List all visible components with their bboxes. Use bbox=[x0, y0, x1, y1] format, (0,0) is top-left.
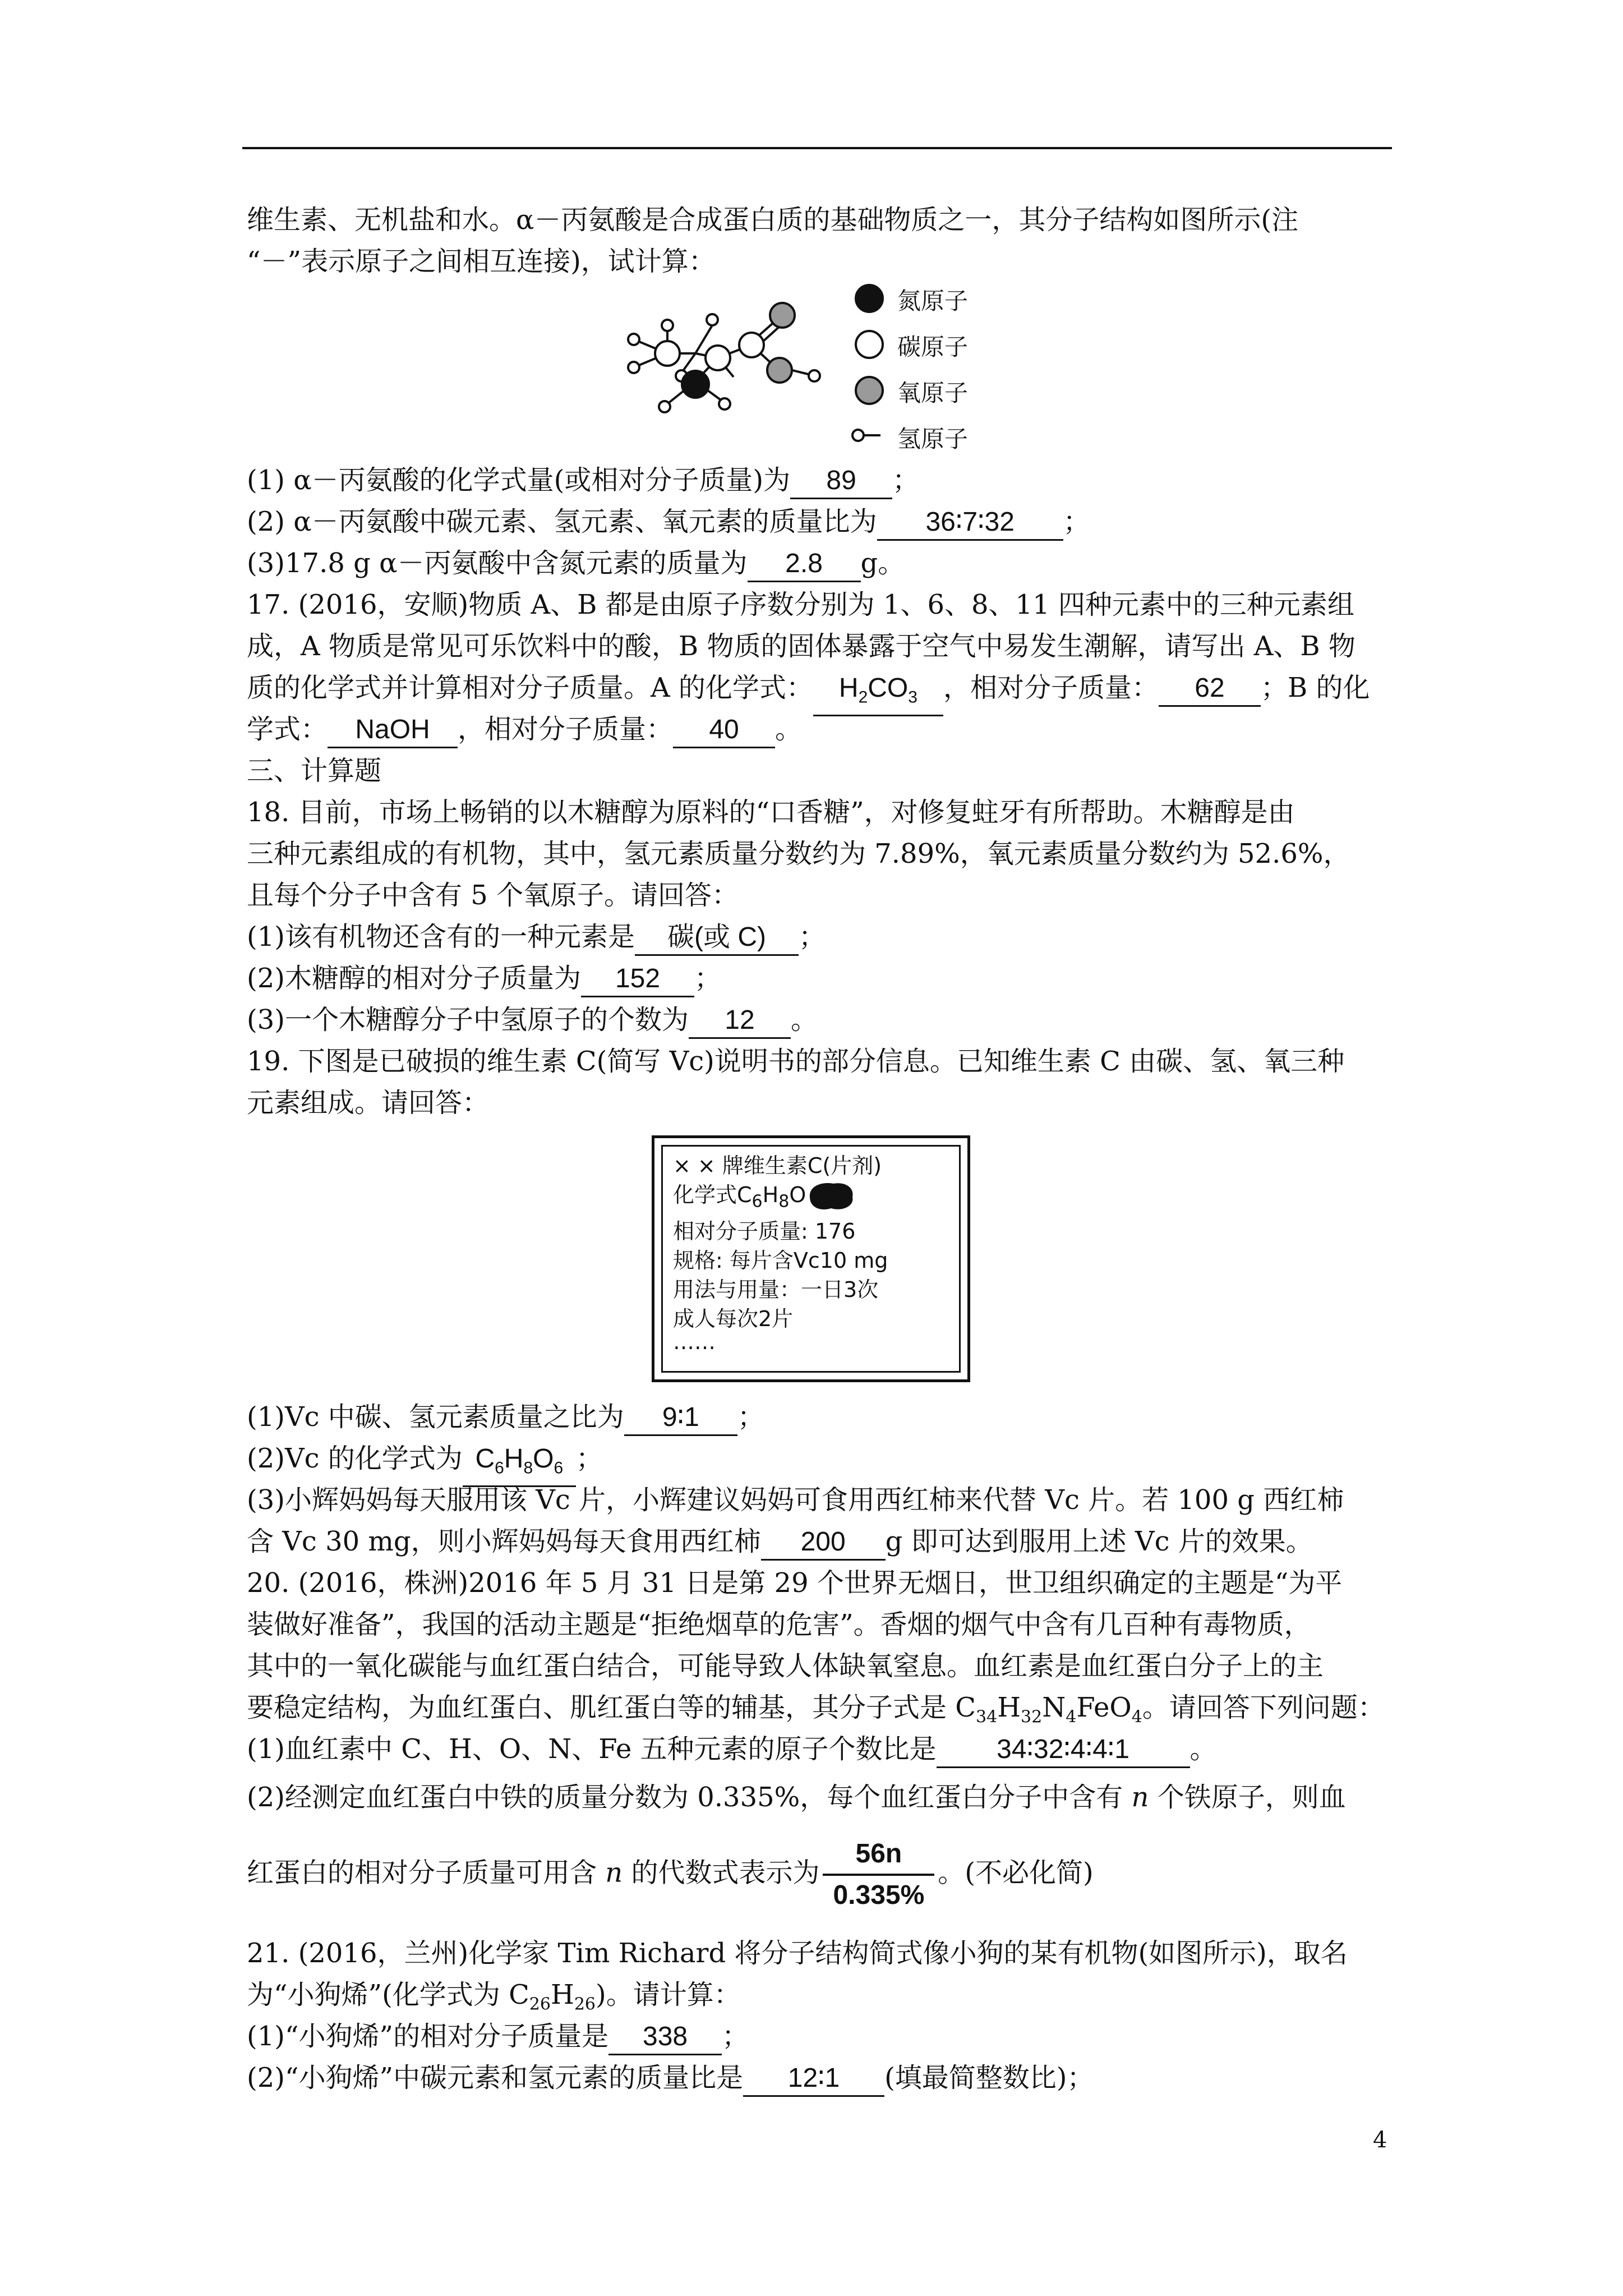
hydrogen-atom bbox=[662, 320, 673, 331]
page-number: 4 bbox=[1373, 2127, 1387, 2153]
q16-answer-2: 36∶7∶32 bbox=[877, 505, 1063, 541]
label-line-4: 规格: 每片含Vc10 mg bbox=[673, 1248, 888, 1273]
q18-line-1: 18. 目前，市场上畅销的以木糖醇为原料的“口香糖”，对修复蛀牙有所帮助。木糖醇是由 bbox=[247, 797, 1295, 828]
q19-part-3-line-1: (3)小辉妈妈每天服用该 Vc 片，小辉建议妈妈可食用西红柿来代替 Vc 片。若 100 g 西红柿 bbox=[247, 1484, 1344, 1516]
q19-line-1: 19. 下图是已破损的维生素 C(简写 Vc)说明书的部分信息。已知维生素 C 由碳、氢、氧三种 bbox=[247, 1046, 1345, 1077]
q19-part-1: (1)Vc 中碳、氢元素质量之比为 9∶1 ； bbox=[247, 1400, 764, 1436]
label-line-6: 成人每次2片 bbox=[673, 1306, 794, 1331]
carbon-legend-icon bbox=[856, 331, 883, 358]
q18-answer-2: 152 bbox=[581, 962, 694, 997]
label-line-1: × × 牌维生素C(片剂) bbox=[673, 1153, 882, 1178]
intro-line-2: “－”表示原子之间相互连接)，试计算： bbox=[247, 246, 716, 277]
q19-part-3-line-2: 含 Vc 30 mg，则小辉妈妈每天食用西红柿 200 g 即可达到服用上述 Vc 片的效果。 bbox=[247, 1525, 1313, 1561]
q18-answer-1: 碳(或 C) bbox=[635, 921, 799, 956]
q21-answer-1: 338 bbox=[608, 2020, 722, 2055]
q17-b-mass: 40 bbox=[673, 713, 775, 748]
vitamin-c-label bbox=[652, 1135, 970, 1382]
carbon-atom bbox=[655, 341, 680, 366]
q20-line-1: 20. (2016，株洲)2016 年 5 月 31 日是第 29 个世界无烟日，世卫组织确定的主题是“为平 bbox=[247, 1567, 1343, 1599]
q17-line-1: 17. (2016，安顺)物质 A、B 都是由原子序数分别为 1、6、8、11 四种元素中的三种元素组 bbox=[247, 589, 1354, 620]
legend-oxygen: 氧原子 bbox=[897, 379, 969, 407]
header-rule bbox=[242, 147, 1392, 149]
q20-answer-1: 34∶32∶4∶4∶1 bbox=[937, 1733, 1190, 1768]
q19-answer-3: 200 bbox=[761, 1525, 886, 1561]
q16-part-3: (3)17.8 g α－丙氨酸中含氮元素的质量为 2.8 g。 bbox=[247, 546, 905, 582]
q19-answer-2: $C_6H_8O_6$ bbox=[463, 1442, 576, 1487]
q20-line-3: 其中的一氧化碳能与血红蛋白结合，可能导致人体缺氧窒息。血红素是血红蛋白分子上的主 bbox=[247, 1650, 1324, 1682]
carbon-atom bbox=[706, 346, 730, 370]
q17-b-formula: NaOH bbox=[328, 713, 458, 748]
q16-part-1: (1) α－丙氨酸的化学式量(或相对分子质量)为 89 ； bbox=[247, 463, 919, 499]
intro-line-1: 维生素、无机盐和水。α－丙氨酸是合成蛋白质的基础物质之一，其分子结构如图所示(注 bbox=[247, 204, 1299, 236]
q16-answer-1: 89 bbox=[790, 464, 892, 499]
q16-answer-3: 2.8 bbox=[748, 547, 861, 582]
oxygen-atom bbox=[767, 358, 792, 383]
section-heading: 三、计算题 bbox=[247, 755, 382, 786]
q20-part-2-line-2: 红蛋白的相对分子质量可用含 n 的代数式表示为 $\frac{56n}{0.335\%}$ 。(不必化简) bbox=[247, 1834, 1094, 1915]
oxygen-atom bbox=[770, 303, 795, 328]
hydrogen-atom bbox=[809, 370, 820, 381]
q18-part-3: (3)一个木糖醇分子中氢原子的个数为 12 。 bbox=[247, 1003, 818, 1039]
hydrogen-atom bbox=[659, 401, 670, 412]
q17-a-formula: $H_2CO_3$ bbox=[813, 671, 943, 716]
hydrogen-legend-icon bbox=[852, 430, 864, 441]
ink-blot-icon bbox=[805, 1180, 856, 1212]
nitrogen-atom bbox=[682, 371, 709, 398]
q21-part-1: (1)“小狗烯”的相对分子质量是 338 ； bbox=[247, 2019, 749, 2055]
q20-part-1: (1)血红素中 C、H、O、N、Fe 五种元素的原子个数比是 34∶32∶4∶4∶1 。 bbox=[247, 1732, 1217, 1768]
hydrogen-atom bbox=[707, 314, 718, 325]
q21-part-2: (2)“小狗烯”中碳元素和氢元素的质量比是 12∶1 (填最简整数比)； bbox=[247, 2061, 1094, 2097]
oxygen-legend-icon bbox=[856, 377, 883, 404]
label-line-3: 相对分子质量: 176 bbox=[673, 1218, 856, 1244]
q18-part-2: (2)木糖醇的相对分子质量为 152 ； bbox=[247, 961, 721, 997]
q19-line-2: 元素组成。请回答： bbox=[247, 1087, 490, 1119]
hydrogen-atom bbox=[628, 362, 639, 373]
q21-line-2: 为“小狗烯”(化学式为 $C_{26}H_{26}$)。请计算： bbox=[247, 1979, 741, 2014]
q18-line-2: 三种元素组成的有机物，其中，氢元素质量分数约为 7.89%，氧元素质量分数约为 52.6%， bbox=[247, 838, 1350, 869]
q18-answer-3: 12 bbox=[689, 1004, 791, 1039]
q17-line-3: 质的化学式并计算相对分子质量。A 的化学式： $H_2CO_3$ ，相对分子质量： 62 ；B 的化 bbox=[247, 671, 1370, 716]
legend-hydrogen: 氢原子 bbox=[897, 425, 969, 453]
q18-part-1: (1)该有机物还含有的一种元素是 碳(或 C) ； bbox=[247, 920, 826, 956]
hydrogen-atom bbox=[628, 334, 639, 345]
carbon-atom bbox=[739, 333, 764, 357]
q21-answer-2: 12∶1 bbox=[743, 2062, 884, 2097]
q21-line-1: 21. (2016，兰州)化学家 Tim Richard 将分子结构简式像小狗的某有机物(如图所示)，取名 bbox=[247, 1938, 1348, 1969]
q18-line-3: 且每个分子中含有 5 个氧原子。请回答： bbox=[247, 880, 739, 911]
label-line-2: 化学式$C_6H_8O$ bbox=[673, 1180, 949, 1217]
legend-carbon: 碳原子 bbox=[897, 333, 969, 361]
q17-line-4: 学式： NaOH ，相对分子质量： 40 。 bbox=[247, 712, 802, 748]
q20-answer-2-fraction: $\frac{56n}{0.335\%}$ bbox=[823, 1834, 934, 1915]
q16-part-2: (2) α－丙氨酸中碳元素、氢元素、氧元素的质量比为 36∶7∶32 ； bbox=[247, 505, 1090, 541]
legend-symbols bbox=[841, 280, 897, 449]
q20-part-2-line-1: (2)经测定血红蛋白中铁的质量分数为 0.335%，每个血红蛋白分子中含有 n 个铁原子，则血 bbox=[247, 1782, 1346, 1813]
label-line-7: …… bbox=[673, 1329, 716, 1354]
q19-part-2: (2)Vc 的化学式为 $C_6H_8O_6$ ； bbox=[247, 1442, 603, 1487]
q17-a-mass: 62 bbox=[1159, 671, 1261, 707]
q17-line-2: 成，A 物质是常见可乐饮料中的酸，B 物质的固体暴露于空气中易发生潮解，请写出 A、B 物 bbox=[247, 631, 1355, 662]
q20-line-4: 要稳定结构，为血红蛋白、肌红蛋白等的辅基，其分子式是 $C_{34}H_{32}N_4FeO_4$。请回答下列问题： bbox=[247, 1692, 1385, 1727]
legend-nitrogen: 氮原子 bbox=[897, 287, 969, 315]
hydrogen-atom bbox=[719, 398, 730, 409]
label-line-5: 用法与用量：一日3次 bbox=[673, 1277, 879, 1302]
q20-line-2: 装做好准备”，我国的活动主题是“拒绝烟草的危害”。香烟的烟气中含有几百种有毒物质， bbox=[247, 1609, 1311, 1640]
nitrogen-legend-icon bbox=[856, 285, 883, 312]
q19-answer-1: 9∶1 bbox=[624, 1401, 737, 1436]
